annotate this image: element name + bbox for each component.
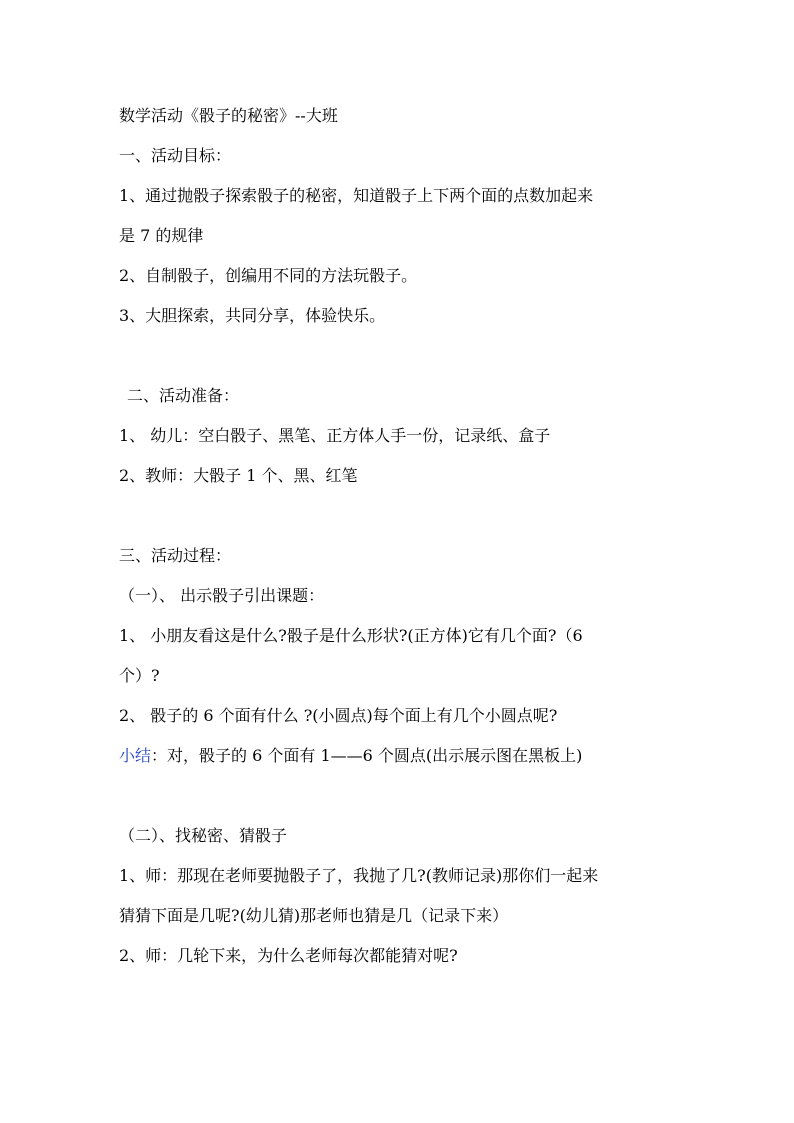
document-body [119, 103, 679, 969]
section3-heading: 三、活动过程： [119, 546, 232, 565]
part1-heading: （一）、 出示骰子引出课题： [119, 586, 325, 605]
goal-item-1-continued: 是 7 的规律 [119, 226, 204, 245]
goal-item-3: 3、大胆探索，共同分享，体验快乐。 [119, 306, 386, 325]
summary-label: 小结 [119, 746, 152, 765]
process-item-1: 1、 小朋友看这是什么?骰子是什么形状?(正方体)它有几个面?（6 [119, 626, 583, 645]
secret-item-1: 1、师：那现在老师要抛骰子了，我抛了几?(教师记录)那你们一起来 [119, 866, 599, 885]
prep-item-1: 1、 幼儿：空白骰子、黑笔、正方体人手一份，记录纸、盒子 [119, 426, 551, 445]
process-item-1-continued: 个）? [119, 666, 160, 685]
secret-item-1-continued: 猜猜下面是几呢?(幼儿猜)那老师也猜是几（记录下来） [119, 906, 509, 925]
goal-item-1: 1、通过抛骰子探索骰子的秘密，知道骰子上下两个面的点数加起来 [119, 186, 594, 205]
secret-item-2: 2、师：几轮下来，为什么老师每次都能猜对呢? [119, 946, 458, 965]
goal-item-2: 2、自制骰子，创编用不同的方法玩骰子。 [119, 266, 418, 285]
part2-heading: （二）、找秘密、猜骰子 [119, 826, 288, 845]
section1-heading: 一、活动目标： [119, 146, 232, 165]
document-title: 数学活动《骰子的秘密》--大班 [119, 106, 338, 125]
section2-heading: 二、活动准备： [127, 386, 240, 405]
summary-text: ：对，骰子的 6 个面有 1——6 个圆点(出示展示图在黑板上) [151, 746, 583, 765]
process-item-2: 2、 骰子的 6 个面有什么 ?(小圆点)每个面上有几个小圆点呢? [119, 706, 558, 725]
prep-item-2: 2、教师：大骰子 1 个、黑、红笔 [119, 466, 358, 485]
summary-line [119, 743, 679, 769]
